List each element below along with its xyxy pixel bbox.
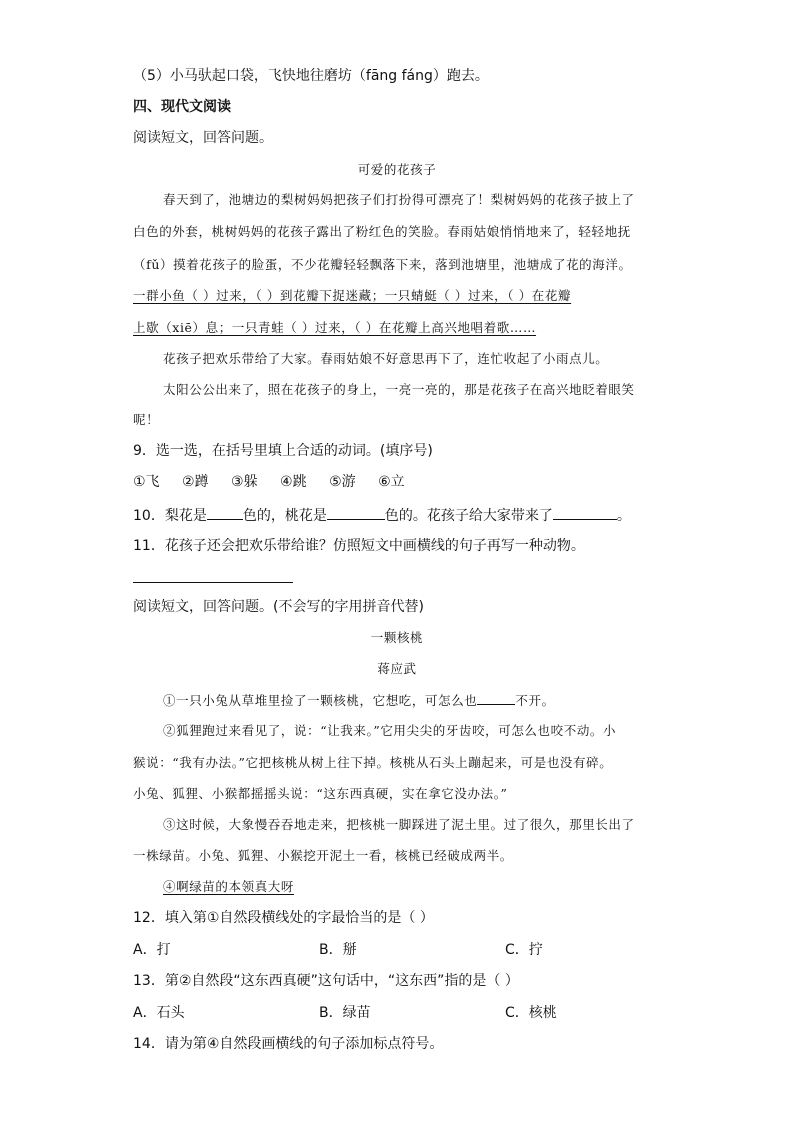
- story1-line: （fǔ）摸着花孩子的脸蛋，不少花瓣轻轻飘落下来，落到池塘里，池塘成了花的海洋。: [133, 257, 632, 272]
- story1-underlined-line: 上歇（xiē）息；一只青蛙（ ）过来，（ ）在花瓣上高兴地唱着歌……: [133, 320, 537, 335]
- option-a: A．石头: [133, 1005, 185, 1021]
- story1-line: 花孩子把欢乐带给了大家。春雨姑娘不好意思再下了，连忙收起了小雨点儿。: [163, 351, 609, 366]
- story2-line: 小兔、狐狸、小猴都摇摇头说：“这东西真硬，实在拿它没办法。”: [133, 786, 508, 801]
- question-14-text: 14．请为第④自然段画横线的句子添加标点符号。: [133, 1036, 444, 1052]
- story2-line: ②狐狸跑过来看见了，说：“让我来。”它用尖尖的牙齿咬，可怎么也咬不动。小: [163, 723, 617, 738]
- option-5: ⑤游: [329, 474, 356, 490]
- question-11-text: 11．花孩子还会把欢乐带给谁？仿照短文中画横线的句子再写一种动物。: [133, 538, 585, 554]
- option-a: A．打: [133, 942, 171, 958]
- story2-author: 蒋应武: [377, 661, 417, 676]
- question-13-options: [133, 1003, 557, 1023]
- story2-line: 一株绿苗。小兔、狐狸、小猴挖开泥土一看，核桃已经破成两半。: [133, 848, 513, 863]
- option-1: ①飞: [133, 474, 160, 490]
- question-10-part: 色的，桃花是: [242, 508, 327, 524]
- story2-line: ③这时候，大象慢吞吞地走来，把核桃一脚踩进了泥土里。过了很久，那里长出了: [163, 817, 635, 832]
- reading-instruction-1: 阅读短文，回答问题。: [133, 130, 273, 146]
- story1-line: 白色的外套，桃树妈妈的花孩子露出了粉红色的笑脸。春雨姑娘悄悄地来了，轻轻地抚: [133, 224, 631, 239]
- answer-blank[interactable]: [477, 690, 515, 705]
- option-3: ③躲: [231, 474, 258, 490]
- question-10-part: 10．梨花是: [133, 508, 207, 524]
- option-4: ④跳: [280, 474, 307, 490]
- option-6: ⑥立: [378, 474, 405, 490]
- story1-underlined-line: 一群小鱼（ ）过来，（ ）到花瓣下捉迷藏；一只蜻蜓（ ）过来，（ ）在花瓣: [133, 288, 572, 303]
- question-13-text: 13．第②自然段“这东西真硬”这句话中，“这东西”指的是（ ）: [133, 973, 519, 989]
- question-10: [133, 505, 631, 526]
- story1-title: 可爱的花孩子: [357, 162, 437, 177]
- reading-instruction-2: 阅读短文，回答问题。(不会写的字用拼音代替): [133, 599, 424, 615]
- question-10-part: 色的。花孩子给大家带来了: [384, 508, 553, 524]
- question-9-text: 9．选一选，在括号里填上合适的动词。(填序号): [133, 443, 433, 459]
- story2-text: ①一只小兔从草堆里捡了一颗核桃，它想吃，可怎么也: [163, 693, 478, 708]
- option-c: C．核桃: [505, 1005, 557, 1021]
- story1-line: 呢！: [133, 412, 160, 427]
- story2-text: 不开。: [515, 693, 555, 708]
- story2-paragraph-1: [163, 690, 555, 711]
- answer-blank[interactable]: [207, 505, 243, 520]
- option-b: B．掰: [319, 942, 357, 958]
- option-b: B．绿苗: [319, 1005, 371, 1021]
- answer-blank[interactable]: [327, 505, 385, 520]
- story1-line: 春天到了，池塘边的梨树妈妈把孩子们打扮得可漂亮了！梨树妈妈的花孩子披上了: [163, 192, 635, 207]
- story2-title: 一颗核桃: [370, 630, 424, 645]
- question-9-options: [133, 472, 423, 492]
- question-5-text: （5）小马驮起口袋，飞快地往磨坊（fāng fáng）跑去。: [133, 68, 489, 84]
- answer-line[interactable]: [133, 582, 293, 583]
- story2-line: 猴说：“我有办法。”它把核桃从树上往下掉。核桃从石头上蹦起来，可是也没有碎。: [133, 755, 613, 770]
- story1-line: 太阳公公出来了，照在花孩子的身上，一亮一亮的，那是花孩子在高兴地眨着眼笑: [163, 382, 635, 397]
- answer-blank[interactable]: [553, 505, 617, 520]
- question-12-options: [133, 940, 543, 960]
- option-2: ②蹲: [182, 474, 209, 490]
- question-10-part: 。: [616, 508, 631, 524]
- option-c: C．拧: [505, 942, 543, 958]
- question-12-text: 12．填入第①自然段横线处的字最恰当的是（ ）: [133, 910, 434, 926]
- story2-underlined-line: ④啊绿苗的本领真大呀: [163, 879, 295, 894]
- section-heading: 四、现代文阅读: [133, 99, 231, 115]
